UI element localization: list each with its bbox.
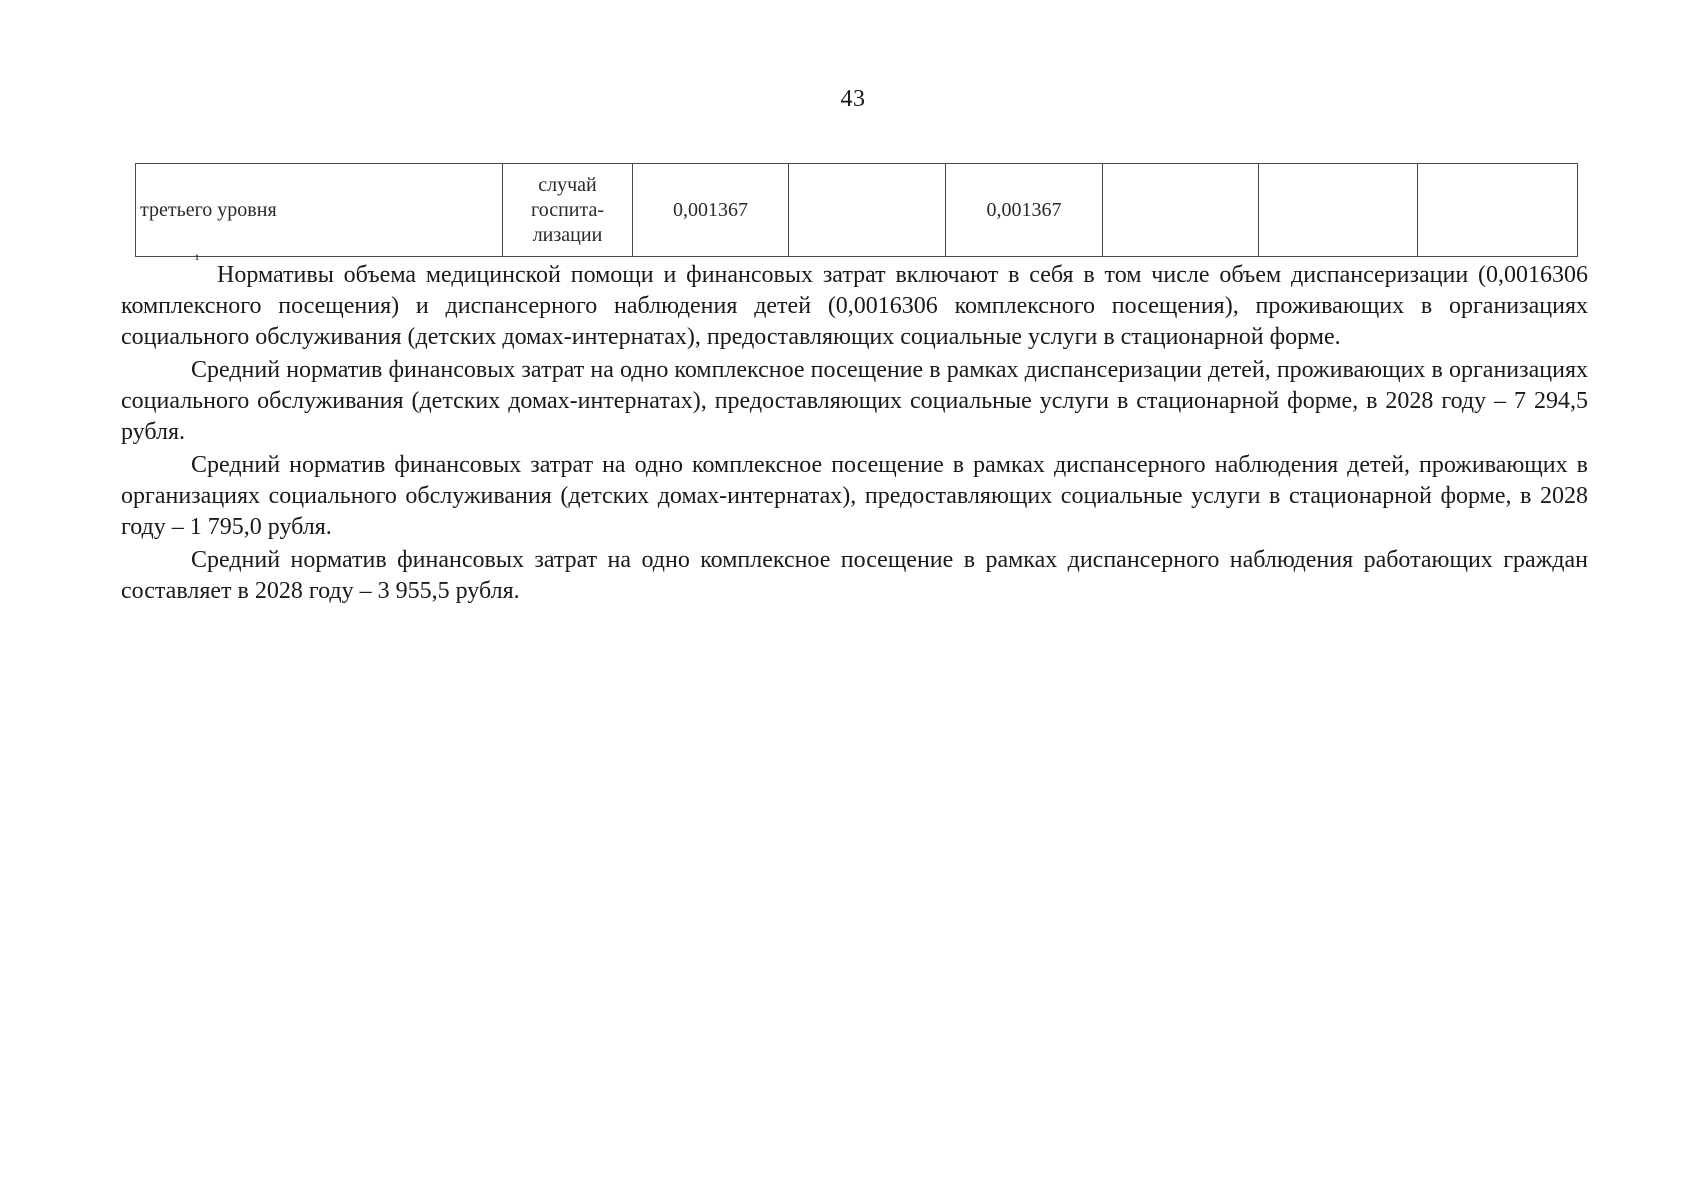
value-cell: 0,001367 — [633, 164, 789, 257]
unit-cell: случай госпита- лизации — [503, 164, 633, 257]
footnote-marker: ¹ — [195, 253, 200, 268]
row-label-cell: третьего уровня — [136, 164, 503, 257]
body-text — [121, 260, 1588, 609]
body-paragraph: Средний норматив финансовых затрат на одно комплексное посещение в рамках диспансерного наблюдения детей, проживающих в организациях социального обслуживания (детских домах-интернатах), предоставляющих социальные услуги в стационарной форме, в 2028 году – 1 795,0 рубля. — [121, 452, 1588, 540]
value-cell — [789, 164, 946, 257]
value-cell: 0,001367 — [946, 164, 1103, 257]
value-cell — [1259, 164, 1418, 257]
table-row — [136, 164, 1578, 257]
data-table — [135, 163, 1578, 257]
value-cell — [1103, 164, 1259, 257]
page-number: 43 — [840, 86, 866, 112]
body-paragraph: Средний норматив финансовых затрат на одно комплексное посещение в рамках диспансеризации детей, проживающих в организациях социального обслуживания (детских домах-интернатах), предоставляющих социальные услуги в стационарной форме, в 2028 году – 7 294,5 рубля. — [121, 357, 1588, 445]
body-paragraph: Средний норматив финансовых затрат на одно комплексное посещение в рамках диспансерного наблюдения работающих граждан составляет в 2028 году – 3 955,5 рубля. — [121, 547, 1588, 604]
value-cell — [1418, 164, 1578, 257]
footnote-paragraph: Нормативы объема медицинской помощи и финансовых затрат включают в себя в том числе объем диспансеризации (0,0016306 комплексного посещения) и диспансерного наблюдения детей (0,0016306 комплексного посещения), проживающих в организациях социального обслуживания (детских домах-интернатах), предоставляющих социальные услуги в стационарной форме. — [121, 262, 1588, 350]
